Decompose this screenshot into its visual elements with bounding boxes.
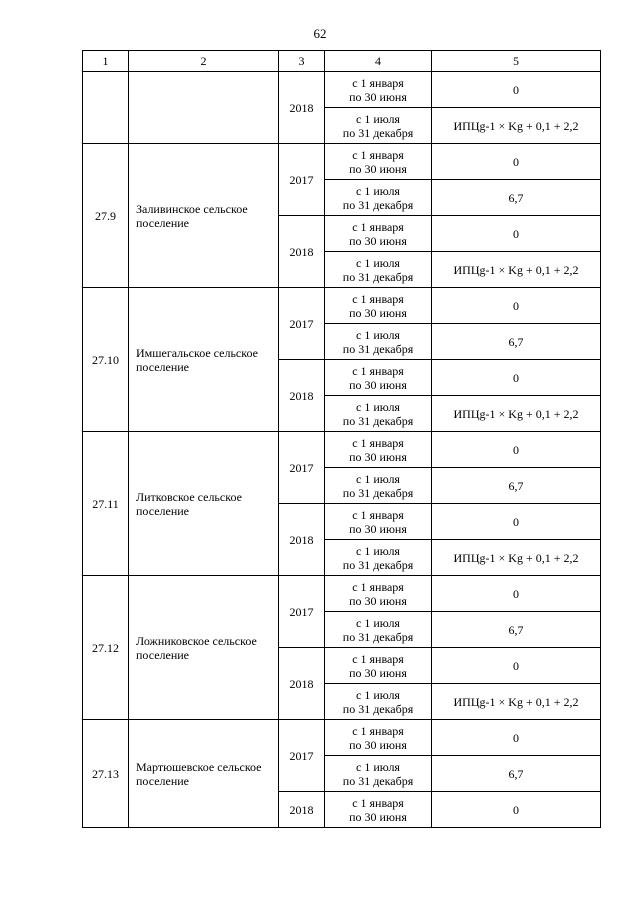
section-number xyxy=(83,72,129,144)
section-number: 27.9 xyxy=(83,144,129,288)
value-cell: ИПЦg-1 × Kg + 0,1 + 2,2 xyxy=(432,684,601,720)
period-cell: с 1 января по 30 июня xyxy=(325,720,432,756)
table-row xyxy=(83,576,601,612)
value-cell: 6,7 xyxy=(432,468,601,504)
year-cell: 2017 xyxy=(279,576,325,648)
settlement-name: Заливинское сельское поселение xyxy=(129,144,279,288)
year-cell: 2017 xyxy=(279,288,325,360)
period-cell: с 1 января по 30 июня xyxy=(325,72,432,108)
period-cell: с 1 июля по 31 декабря xyxy=(325,468,432,504)
value-cell: 0 xyxy=(432,792,601,828)
year-cell: 2018 xyxy=(279,360,325,432)
value-cell: 0 xyxy=(432,720,601,756)
value-cell: 0 xyxy=(432,576,601,612)
period-cell: с 1 января по 30 июня xyxy=(325,216,432,252)
value-cell: 6,7 xyxy=(432,324,601,360)
value-cell: 0 xyxy=(432,288,601,324)
year-cell: 2018 xyxy=(279,648,325,720)
settlement-name: Имшегальское сельское поселение xyxy=(129,288,279,432)
year-cell: 2017 xyxy=(279,432,325,504)
value-cell: 0 xyxy=(432,360,601,396)
value-cell: ИПЦg-1 × Kg + 0,1 + 2,2 xyxy=(432,396,601,432)
column-header-2: 2 xyxy=(129,51,279,72)
settlement-name: Мартюшевское сельское поселение xyxy=(129,720,279,828)
value-cell: 0 xyxy=(432,216,601,252)
tariff-table-body xyxy=(83,51,601,828)
period-cell: с 1 июля по 31 декабря xyxy=(325,108,432,144)
period-cell: с 1 июля по 31 декабря xyxy=(325,324,432,360)
period-cell: с 1 июля по 31 декабря xyxy=(325,612,432,648)
period-cell: с 1 января по 30 июня xyxy=(325,288,432,324)
table-row xyxy=(83,288,601,324)
table-row xyxy=(83,432,601,468)
column-header-4: 4 xyxy=(325,51,432,72)
period-cell: с 1 января по 30 июня xyxy=(325,576,432,612)
year-cell: 2018 xyxy=(279,72,325,144)
section-number: 27.12 xyxy=(83,576,129,720)
table-row xyxy=(83,720,601,756)
period-cell: с 1 января по 30 июня xyxy=(325,432,432,468)
section-number: 27.10 xyxy=(83,288,129,432)
period-cell: с 1 июля по 31 декабря xyxy=(325,396,432,432)
value-cell: 0 xyxy=(432,432,601,468)
value-cell: 0 xyxy=(432,72,601,108)
value-cell: 0 xyxy=(432,144,601,180)
value-cell: 6,7 xyxy=(432,180,601,216)
year-cell: 2017 xyxy=(279,720,325,792)
period-cell: с 1 июля по 31 декабря xyxy=(325,180,432,216)
value-cell: 0 xyxy=(432,504,601,540)
settlement-name: Литковское сельское поселение xyxy=(129,432,279,576)
period-cell: с 1 июля по 31 декабря xyxy=(325,756,432,792)
period-cell: с 1 января по 30 июня xyxy=(325,792,432,828)
column-header-3: 3 xyxy=(279,51,325,72)
section-number: 27.13 xyxy=(83,720,129,828)
column-header-5: 5 xyxy=(432,51,601,72)
year-cell: 2018 xyxy=(279,216,325,288)
period-cell: с 1 июля по 31 декабря xyxy=(325,684,432,720)
year-cell: 2018 xyxy=(279,792,325,828)
settlement-name: Ложниковское сельское поселение xyxy=(129,576,279,720)
column-header-1: 1 xyxy=(83,51,129,72)
period-cell: с 1 июля по 31 декабря xyxy=(325,252,432,288)
page-number: 62 xyxy=(313,26,327,41)
period-cell: с 1 января по 30 июня xyxy=(325,144,432,180)
period-cell: с 1 января по 30 июня xyxy=(325,648,432,684)
value-cell: 6,7 xyxy=(432,612,601,648)
year-cell: 2018 xyxy=(279,504,325,576)
tariff-table xyxy=(82,50,601,828)
settlement-name xyxy=(129,72,279,144)
table-row xyxy=(83,72,601,108)
table-header-row xyxy=(83,51,601,72)
value-cell: ИПЦg-1 × Kg + 0,1 + 2,2 xyxy=(432,108,601,144)
year-cell: 2017 xyxy=(279,144,325,216)
table-row xyxy=(83,144,601,180)
period-cell: с 1 июля по 31 декабря xyxy=(325,540,432,576)
value-cell: 0 xyxy=(432,648,601,684)
section-number: 27.11 xyxy=(83,432,129,576)
value-cell: ИПЦg-1 × Kg + 0,1 + 2,2 xyxy=(432,252,601,288)
period-cell: с 1 января по 30 июня xyxy=(325,504,432,540)
value-cell: 6,7 xyxy=(432,756,601,792)
value-cell: ИПЦg-1 × Kg + 0,1 + 2,2 xyxy=(432,540,601,576)
period-cell: с 1 января по 30 июня xyxy=(325,360,432,396)
